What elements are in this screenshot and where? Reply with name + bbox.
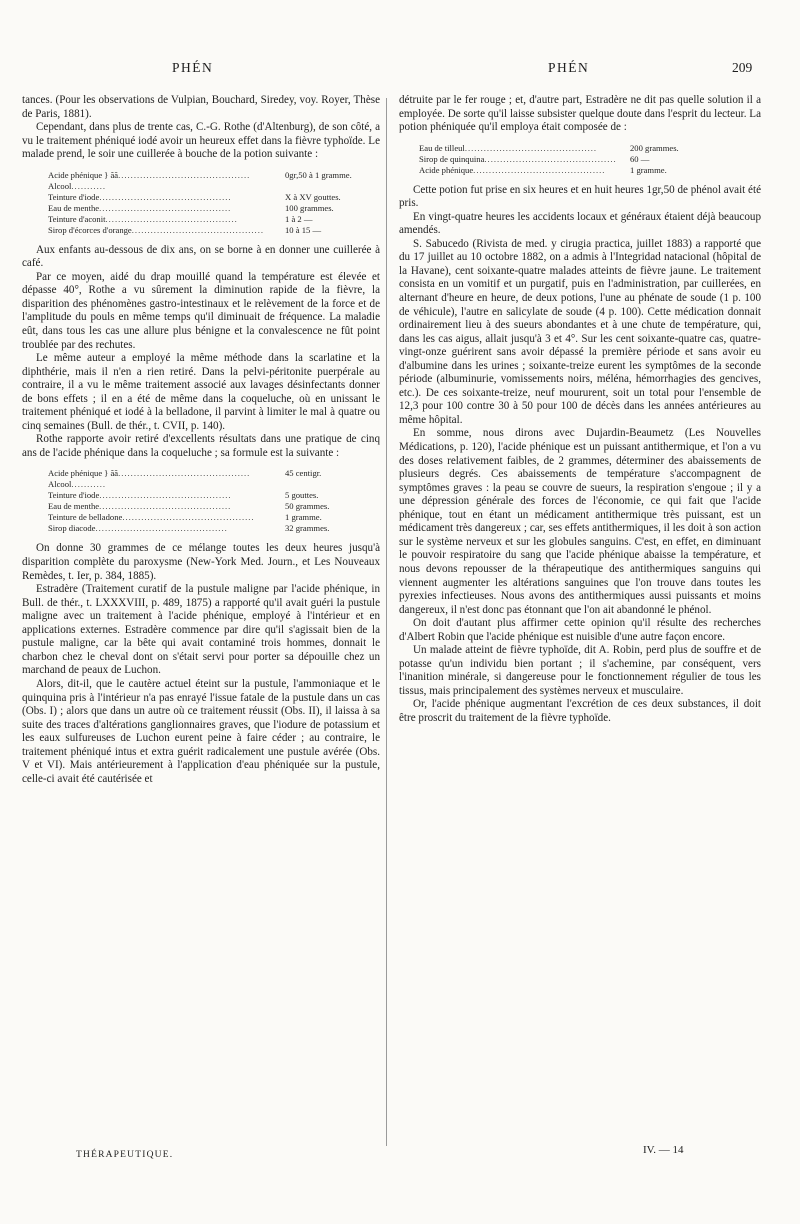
right-footer-signature: IV. — 14 (643, 1144, 684, 1156)
paragraph: En vingt-quatre heures les accidents locaux et généraux étaient déjà beaucoup amendés. (399, 210, 761, 237)
left-column (22, 94, 380, 786)
right-column (399, 94, 761, 726)
formula-row: Teinture de belladone .......................................... 1 gramme. (48, 512, 322, 523)
paragraph: tances. (Pour les observations de Vulpian, Bouchard, Siredey, voy. Royer, Thèse de Paris, 1881). (22, 94, 380, 120)
formula-row: Acide phénique } ãã .......................................... 45 centigr. (48, 468, 322, 479)
left-running-head: PHÉN (172, 60, 214, 75)
formula-row: Acide phénique .......................................... 1 gramme. (419, 164, 667, 175)
formula-row: Eau de tilleul .......................................... 200 grammes. (419, 142, 679, 153)
page-number: 209 (732, 60, 753, 75)
paragraph: On doit d'autant plus affirmer cette opinion qu'il résulte des recherches d'Albert Robin que l'acide phénique est nuisible d'une autre façon encore. (399, 617, 761, 643)
right-running-head: PHÉN (548, 60, 590, 75)
formula-rothe-typhoid (48, 170, 380, 236)
formula-row: Teinture d'iode .......................................... X à XV gouttes. (48, 191, 341, 202)
paragraph: Aux enfants au-dessous de dix ans, on se borne à en donner une cuillerée à café. (22, 243, 380, 270)
formula-estradere (419, 143, 725, 176)
formula-row: Teinture d'aconit .......................................... 1 à 2 — (48, 213, 313, 224)
paragraph: détruite par le fer rouge ; et, d'autre part, Estradère ne dit pas quelle solution il a employée. De sorte qu'il laisse subsister quelque doute dans l'esprit du lecteur. La potion phéniquée qu'il employa était composée de : (399, 94, 761, 134)
paragraph: Rothe rapporte avoir retiré d'excellents résultats dans une pratique de cinq ans de l'acide phénique dans la coqueluche ; sa formule est la suivante : (22, 433, 380, 459)
paragraph: Cette potion fut prise en six heures et en huit heures 1gr,50 de phénol avait été pris. (399, 183, 761, 210)
paragraph: Or, l'acide phénique augmentant l'excrétion de ces deux substances, il doit être proscrit du traitement de la fièvre typhoïde. (399, 698, 761, 724)
left-footer-signature: THÉRAPEUTIQUE. (76, 1150, 174, 1160)
formula-row: Sirop d'écorces d'orange .......................................... 10 à 15 — (48, 224, 322, 235)
paragraph: Un malade atteint de fièvre typhoïde, dit A. Robin, perd plus de souffre et de potasse qu'un individu bien portant ; il s'achemine, par conséquent, vers l'inanition minérale, si dangereuse pour le fonctionnement régulier de tous les tissus, mais principalement des systèmes nerveux et musculaire. (399, 644, 761, 697)
paragraph: Par ce moyen, aidé du drap mouillé quand la température est élevée et dépasse 40°, Rothe a vu sûrement la diminution rapide de la fièvre, la disparition des phénomènes gastro-intestinaux et le relèvement de la force et de l'amplitude du pouls en même temps qu'il diminuait de fréquence. La maladie eût, dans tous les cas une allure plus bénigne et la convalescence ne fût point troublée par des rechutes. (22, 270, 380, 351)
paragraph: S. Sabucedo (Rivista de med. y cirugia practica, juillet 1883) a rapporté que du 17 juillet au 10 octobre 1882, on a admis à l'Integridad natacional (hôpital de la Havane), cent soixante-quatre malades atteints de fièvre jaune. Le traitement consista en un vomitif et un purgatif, puis en l'administration, par cuillerées, en alternant d'heure en heure, de deux potions, l'une au phénate de soude (1 p. 100 de véhicule), l'autre en salicylate de soude (4 p. 100). Cette médication donnait ordinairement lieu à des sueurs abondantes et à une chute de température, qui, dans les cas aigus, allait jusqu'à 3 et 4°. Sur les cent soixante-quatre cas, quatre-vingt-onze guérirent sans avoir dépassé la première période et sans avoir eu d'albumine dans les urines ; soixante-treize eurent les symptômes de la seconde période (albuminurie, vomissements noirs, méléna, hémorrhagies des gencives, etc.). De ces soixante-treize, neuf moururent, soit un total pour l'ensemble de 12,3 pour 100 contre 30 à 50 pour 100 de décès dans les années antérieures au même hôpital. (399, 237, 761, 426)
formula-rothe-coqueluche (48, 468, 380, 534)
formula-row: Eau de menthe .......................................... 50 grammes. (48, 501, 330, 512)
paragraph: Cependant, dans plus de trente cas, C.-G. Rothe (d'Altenburg), de son côté, a vu le traitement phéniqué iodé avoir un heureux effet dans la fièvre typhoïde. Le malade prend, le soir une cuillerée à bouche de la potion suivante : (22, 121, 380, 161)
formula-row: Sirop diacode .......................................... 32 grammes. (48, 523, 330, 534)
formula-row: Alcool ........... (48, 180, 107, 191)
formula-row: Eau de menthe .......................................... 100 grammes. (48, 202, 334, 213)
paragraph: Le même auteur a employé la même méthode dans la scarlatine et la diphthérie, mais il n'en a rien retiré. Dans la pelvi-péritonite puerpérale au contraire, il a vu le même traitement associé aux lavages désinfectants donner de bons effets ; il en a été de même dans la coqueluche, où en unissant le traitement phéniqué et iodé à la belladone, il parvint à limiter le mal à quatre ou cinq semaines (Bull. de thér., t. CVII, p. 140). (22, 352, 380, 432)
paragraph: Estradère (Traitement curatif de la pustule maligne par l'acide phénique, in Bull. de thér., t. LXXXVIII, p. 489, 1875) a rapporté qu'il avait guéri la pustule maligne avec un traitement à l'acide phénique, employé à l'intérieur et en applications externes. Estradère commence par dire qu'il s'agissait bien de la pustule maligne, car la bête qui avait contaminé trois hommes, donnait le charbon chez le cheval dont on s'était servi pour porter sa dépouille chez un marchand de peaux de Luchon. (22, 583, 380, 677)
formula-row: Teinture d'iode .......................................... 5 gouttes. (48, 490, 319, 501)
formula-row: Acide phénique } ãã .......................................... 0gr,50 à 1 gramme. (48, 169, 352, 180)
paragraph: Alors, dit-il, que le cautère actuel éteint sur la pustule, l'ammoniaque et le quinquina pris à l'intérieur n'a pas enrayé l'issue fatale de la pustule dans un cas (Obs. I) ; alors que dans un autre où ce traitement réussit (Obs. II), il laissa à sa suite des traces d'altérations ganglionnaires graves, que l'iodure de potassium et les eaux sulfureuses de Luchon eurent peine à faire céder ; au contraire, le traitement phéniqué intus et extra guérit radicalement une pustule avérée (Obs. V et VI). Mais antérieurement à l'application d'eau phéniquée sur la pustule, celle-ci avait été cautérisée et (22, 677, 380, 785)
paragraph: On donne 30 grammes de ce mélange toutes les deux heures jusqu'à disparition complète du paroxysme (New-York Med. Journ., et Les Nouveaux Remèdes, t. Ier, p. 384, 1885). (22, 542, 380, 582)
formula-row: Alcool ........... (48, 479, 107, 490)
paragraph: En somme, nous dirons avec Dujardin-Beaumetz (Les Nouvelles Médications, p. 120), l'acide phénique est un puissant antithermique, et l'on a vu des doses relativement faibles, de 2 grammes, déterminer des abaissements de plusieurs degrés. Ces abaissements de température s'accompagnent de symptômes graves : la peau se couvre de sueurs, la respiration s'engoue ; il y a une dépression générale des forces de l'économie, ce qui fait que l'acide phénique, tout en étant un médicament antithermique très puissant, est un médicament très dangereux ; car, ses effets antithermiques, il les doit à son action sur le système nerveux et sur les globules sanguins. C'est, en effet, en diminuant le pouvoir respiratoire du sang que l'acide phénique abaisse la température, et nous devons repousser de la thérapeutique des antithermiques sanguins qui viennent augmenter les altérations sanguines que l'on trouve dans toutes les pyrexies infectieuses. Nous avons des antithermiques aussi puissants et moins dangereux, il n'est donc pas étonnant que l'on ait abandonné le phénol. (399, 427, 761, 616)
column-divider (386, 98, 387, 1146)
formula-row: Sirop de quinquina .......................................... 60 — (419, 153, 650, 164)
